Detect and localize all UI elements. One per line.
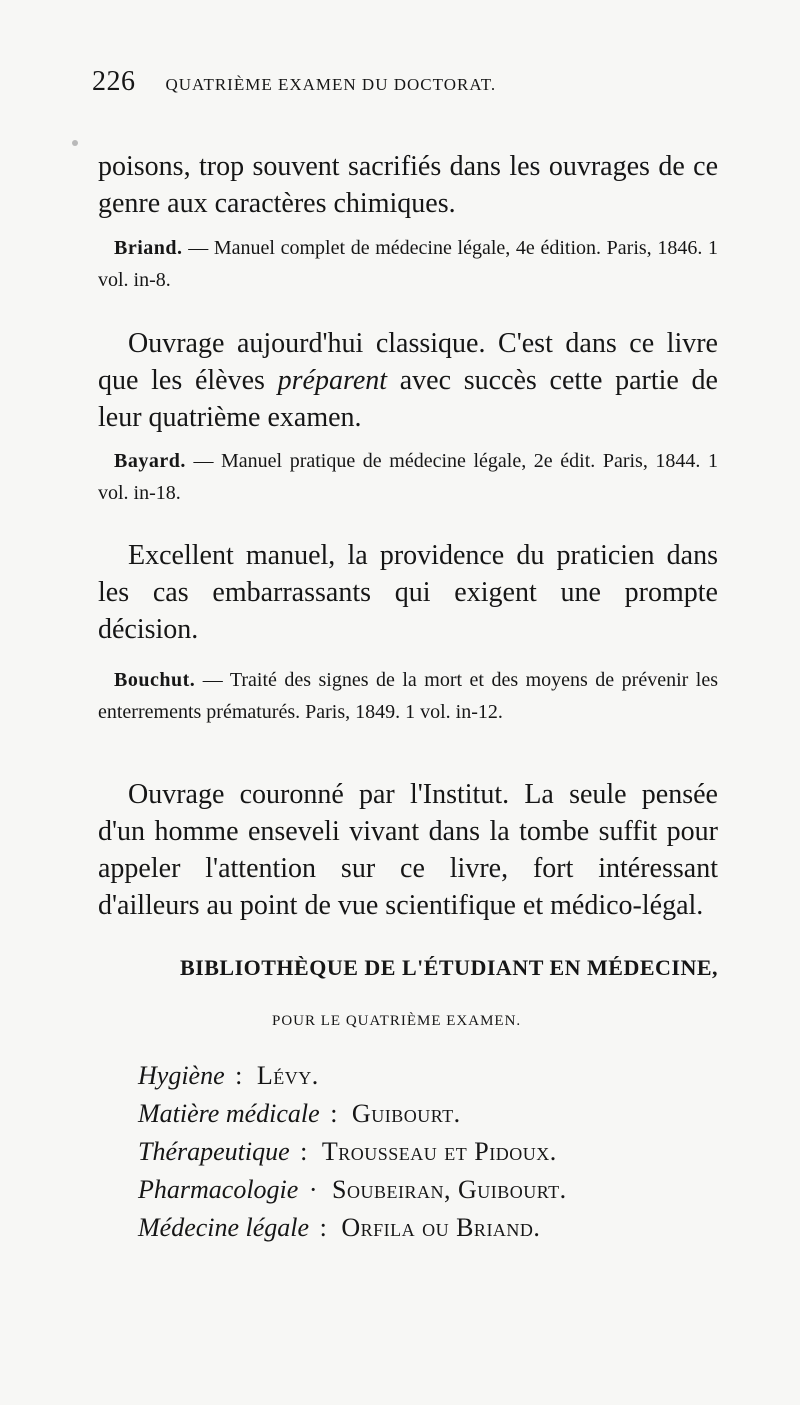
list-item [138,1209,738,1247]
reference-text: — Traité des signes de la mort et des moyens de prévenir les enterrements prématurés. Paris, 1849. 1 vol. in-12. [98,669,718,723]
reference-briand [98,232,718,296]
lead-paragraph: poisons, trop souvent sacrifiés dans les ouvrages de ce genre aux caractères chimiques. [98,151,718,219]
separator: · [308,1175,318,1204]
commentary-text: Ouvrage aujourd'hui classique. C'est dans ce livre que les élèves [98,328,718,396]
bibliotheque-subtitle: POUR LE QUATRIÈME EXAMEN. [272,1013,522,1029]
recommended-authors: Trousseau et Pidoux. [321,1137,557,1166]
recommended-authors: Lévy. [256,1061,319,1090]
page-header [92,66,732,106]
subject: Hygiène [138,1061,225,1090]
commentary-text: avec succès cette partie de leur quatrième examen. [98,365,718,433]
page-number: 226 [92,66,136,97]
reference-text: — Manuel complet de médecine légale, 4e édition. Paris, 1846. 1 vol. in-8. [98,237,719,291]
list-item [138,1057,738,1095]
subject: Pharmacologie [138,1175,299,1204]
bibliotheque-list [138,1057,738,1247]
reference-bouchut [98,664,718,728]
list-item [138,1171,738,1209]
subject: Thérapeutique [138,1137,290,1166]
separator: : [235,1061,243,1090]
ink-smudge [72,140,78,146]
running-head: QUATRIÈME EXAMEN DU DOCTORAT. [165,75,497,94]
reference-bayard [98,445,718,509]
separator: : [300,1137,308,1166]
list-item [138,1095,738,1133]
recommended-authors: Guibourt. [351,1099,461,1128]
list-item [138,1133,738,1171]
bibliotheque-title: BIBLIOTHÈQUE DE L'ÉTUDIANT EN MÉDECINE, [180,955,719,980]
reference-text: — Manuel pratique de médecine légale, 2e édit. Paris, 1844. 1 vol. in-18. [98,450,719,504]
reference-author: Bouchut. [114,669,196,691]
recommended-authors: Orfila ou Briand. [341,1213,541,1242]
subject: Médecine légale [138,1213,310,1242]
reference-author: Bayard. [114,450,186,472]
reference-author: Briand. [114,237,183,259]
separator: : [330,1099,338,1128]
recommended-authors: Soubeiran, Guibourt. [331,1175,567,1204]
subject: Matière médicale [138,1099,320,1128]
separator: : [319,1213,327,1242]
emphasized-word: préparent [277,365,388,396]
commentary-bayard: Excellent manuel, la providence du praticien dans les cas embarrassants qui exigent une prompte décision. [98,540,718,645]
commentary-briand [98,325,718,436]
commentary-bouchut: Ouvrage couronné par l'Institut. La seule pensée d'un homme enseveli vivant dans la tombe suffit pour appeler l'attention sur ce livre, fort intéressant d'ailleurs au point de vue scientifique et médico-légal. [98,779,718,921]
